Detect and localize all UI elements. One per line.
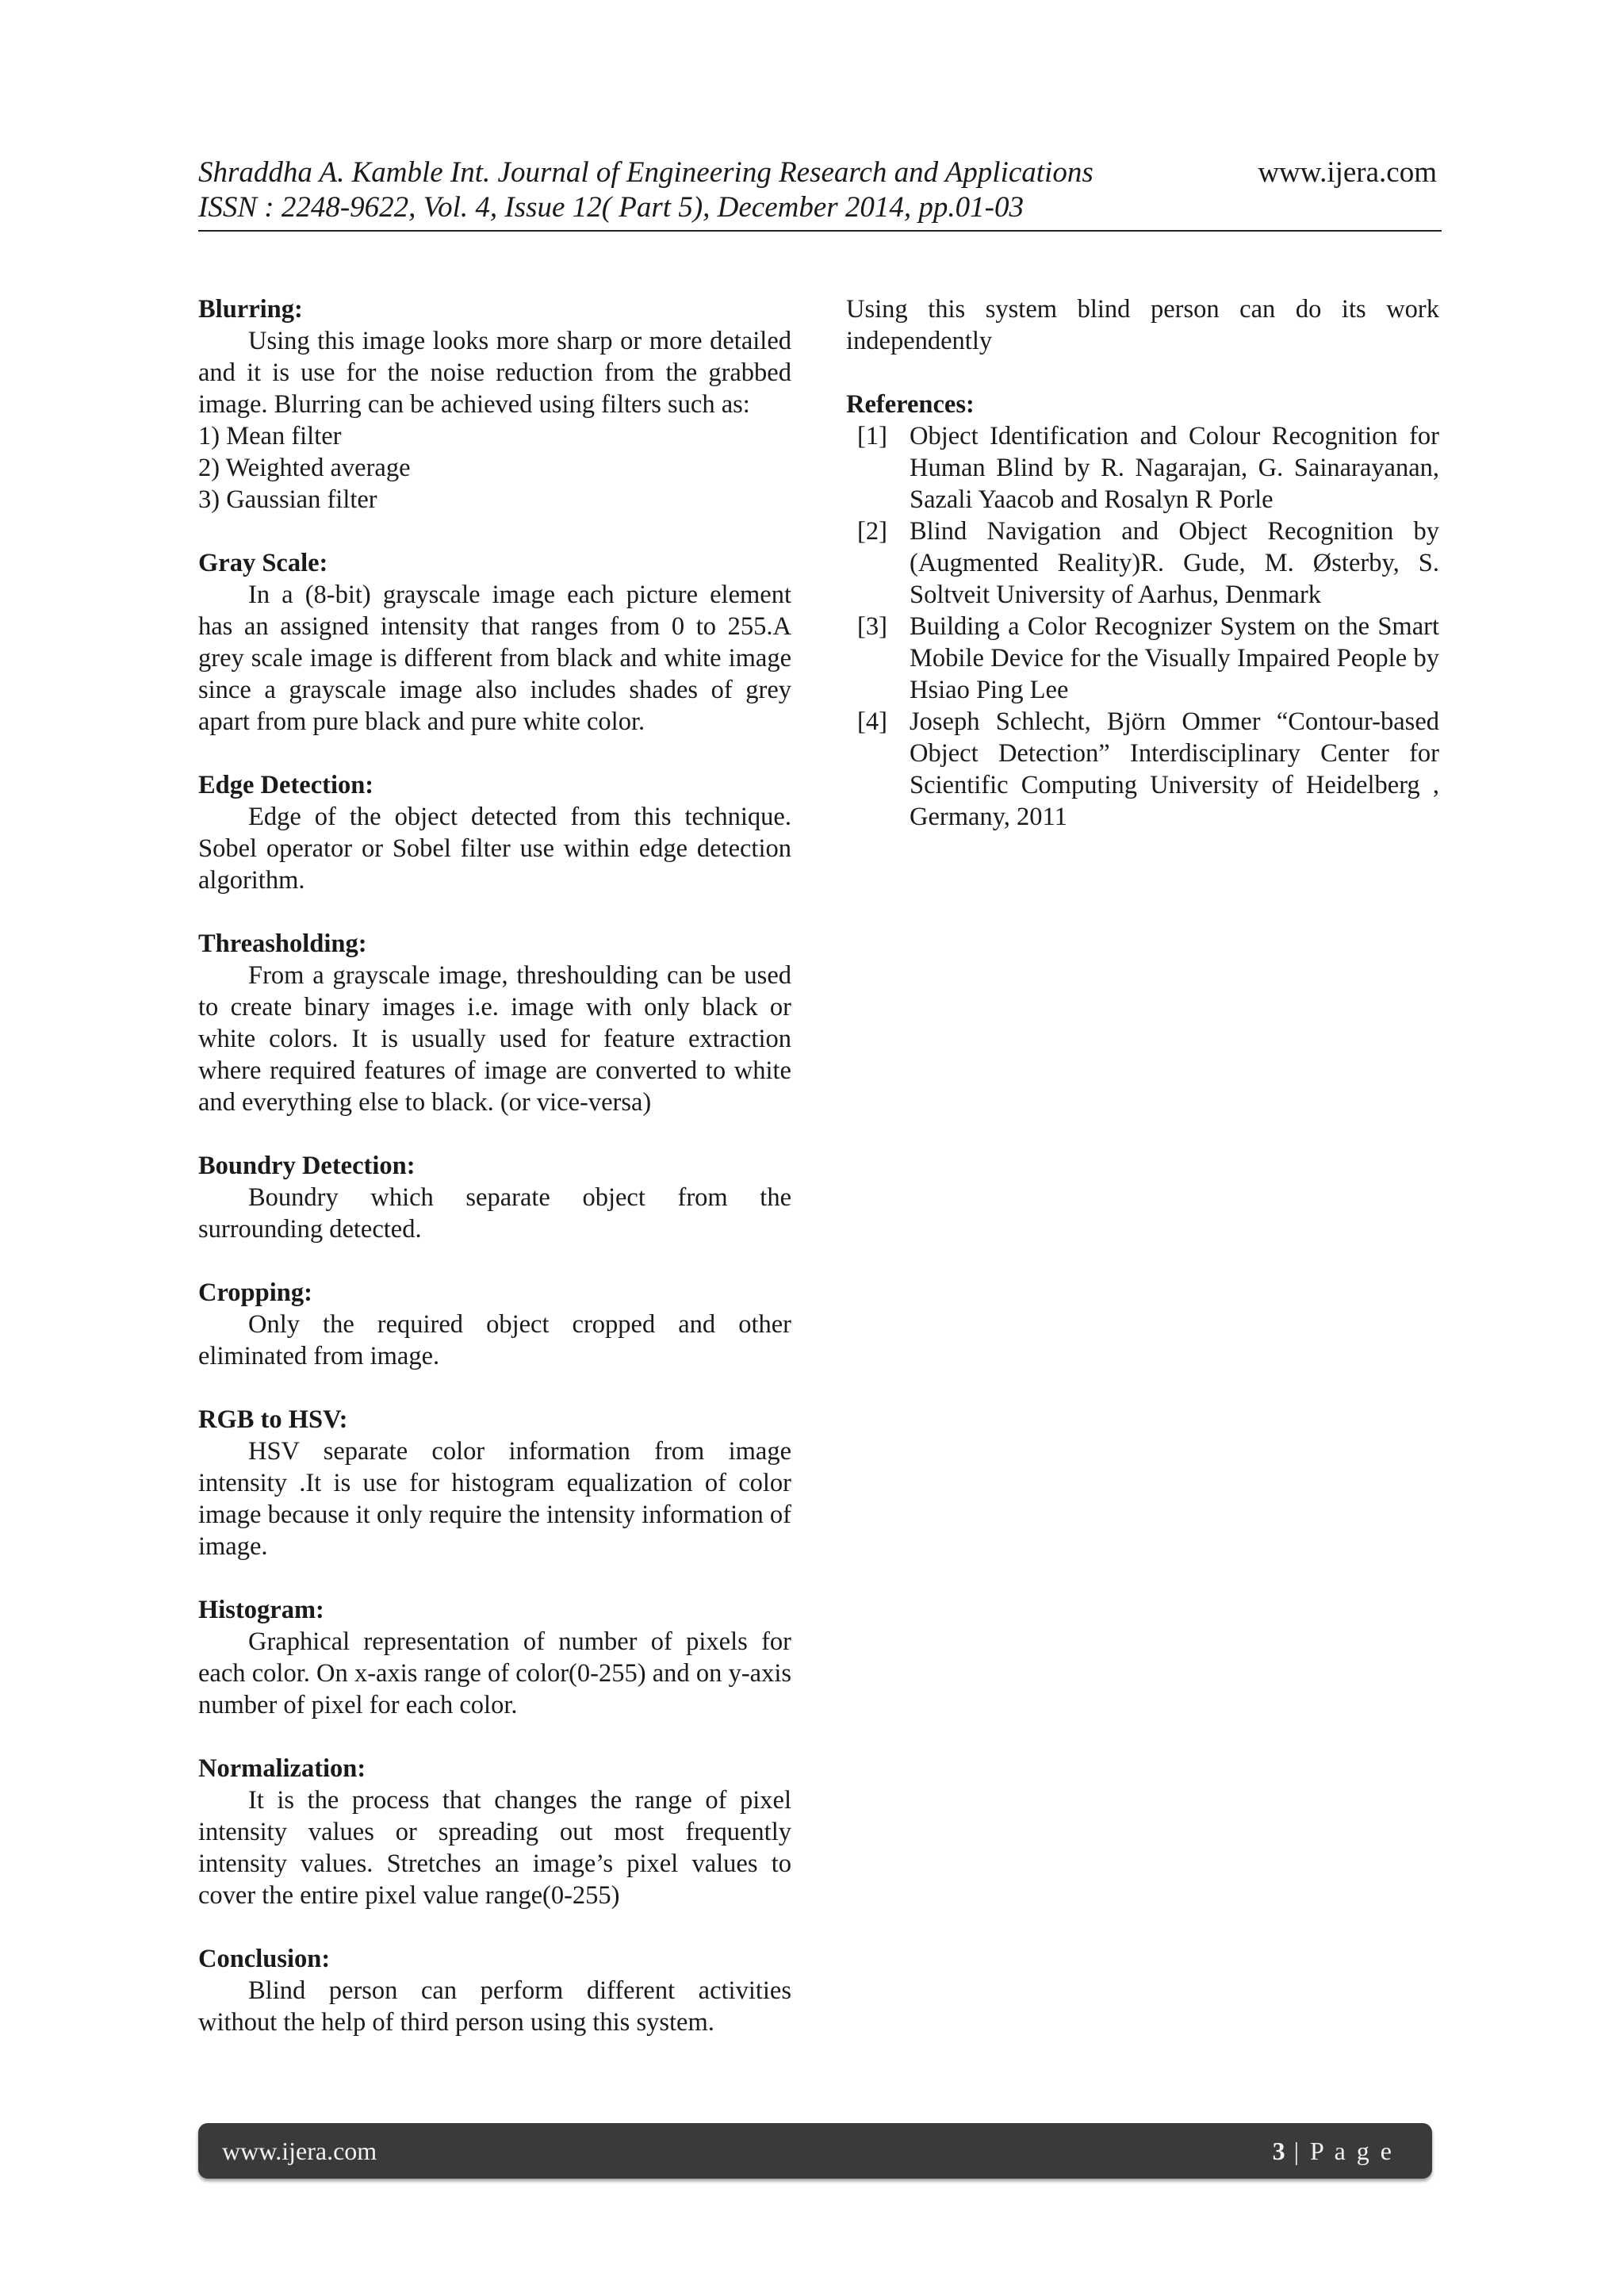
section-text: It is the process that changes the range of pixel intensity values or spreading out most frequently intensity values. Stretches an image’s pixel values to cover the entire pixel value range(0-255) xyxy=(198,1786,791,1910)
references-heading: References: xyxy=(846,390,975,419)
section-gray-scale xyxy=(198,547,791,738)
section-heading: Boundry Detection: xyxy=(198,1152,416,1180)
reference-text: Building a Color Recognizer System on the Smart Mobile Device for the Visually Impaired People by Hsiao Ping Lee xyxy=(910,612,1439,704)
reference-number: [1] xyxy=(857,422,887,450)
section-text: Graphical representation of number of pixels for each color. On x-axis range of color(0-255) and on y-axis number of pixel for each color. xyxy=(198,1627,791,1719)
section-text: From a grayscale image, threshoulding can be used to create binary images i.e. image with only black or white colors. It is usually used for feature extraction where required features of image are converted to white and everything else to black. (or vice-versa) xyxy=(198,961,791,1117)
section-histogram xyxy=(198,1594,791,1721)
section-text: HSV separate color information from image intensity .It is use for histogram equalization of color image because it only require the intensity information of image. xyxy=(198,1437,791,1561)
right-column xyxy=(846,293,1439,864)
reference-text: Blind Navigation and Object Recognition by (Augmented Reality)R. Gude, M. Østerby, S. Soltveit University of Aarhus, Denmark xyxy=(910,517,1439,609)
list-item: 3) Gaussian filter xyxy=(198,485,377,514)
section-heading: Cropping: xyxy=(198,1278,312,1307)
section-text: Boundry which separate object from the surrounding detected. xyxy=(198,1183,791,1244)
conclusion-continuation xyxy=(846,293,1439,357)
section-text: Only the required object cropped and other eliminated from image. xyxy=(198,1310,791,1370)
section-text: In a (8-bit) grayscale image each picture element has an assigned intensity that ranges from 0 to 255.A grey scale image is different from black and white image since a grayscale image also includes shades of grey apart from pure black and pure white color. xyxy=(198,581,791,736)
page-indicator xyxy=(1273,2123,1394,2179)
reference-number: [4] xyxy=(857,707,887,736)
reference-number: [2] xyxy=(857,517,887,546)
reference-text: Object Identification and Colour Recognition for Human Blind by R. Nagarajan, G. Sainarayanan, Sazali Yaacob and Rosalyn R Porle xyxy=(910,422,1439,514)
reference-text: Joseph Schlecht, Björn Ommer “Contour-based Object Detection” Interdisciplinary Center for Scientific Computing University of Heidelberg , Germany, 2011 xyxy=(910,707,1439,831)
section-edge-detection xyxy=(198,769,791,896)
page-label: | P a g e xyxy=(1285,2137,1394,2165)
page-header xyxy=(198,155,1442,232)
journal-citation-line: Shraddha A. Kamble Int. Journal of Engineering Research and Applications xyxy=(198,156,1094,189)
footer-website: www.ijera.com xyxy=(222,2137,377,2165)
section-text: Edge of the object detected from this technique. Sobel operator or Sobel filter use within edge detection algorithm. xyxy=(198,803,791,895)
references-section xyxy=(846,389,1439,833)
continuation-text: Using this system blind person can do its work independently xyxy=(846,295,1439,355)
section-text: Using this image looks more sharp or more detailed and it is use for the noise reduction from the grabbed image. Blurring can be achieved using filters such as: xyxy=(198,327,791,419)
reference-number: [3] xyxy=(857,612,887,641)
section-heading: Threasholding: xyxy=(198,930,367,958)
page-footer xyxy=(198,2123,1432,2179)
reference-item xyxy=(846,516,1439,611)
header-website: www.ijera.com xyxy=(1258,156,1437,189)
section-heading: RGB to HSV: xyxy=(198,1405,348,1434)
issn-line: ISSN : 2248-9622, Vol. 4, Issue 12( Part 5), December 2014, pp.01-03 xyxy=(198,191,1024,224)
left-column xyxy=(198,293,791,2070)
section-normalization xyxy=(198,1753,791,1911)
reference-item xyxy=(846,706,1439,833)
section-boundry-detection xyxy=(198,1150,791,1245)
section-thresholding xyxy=(198,928,791,1118)
section-blurring xyxy=(198,293,791,516)
section-conclusion xyxy=(198,1943,791,2038)
section-rgb-to-hsv xyxy=(198,1404,791,1562)
section-heading: Blurring: xyxy=(198,295,303,324)
page-number: 3 xyxy=(1272,2137,1285,2165)
section-heading: Edge Detection: xyxy=(198,771,374,799)
section-heading: Histogram: xyxy=(198,1596,324,1624)
section-cropping xyxy=(198,1277,791,1372)
section-heading: Conclusion: xyxy=(198,1945,331,1973)
section-heading: Gray Scale: xyxy=(198,549,328,577)
reference-item xyxy=(846,420,1439,516)
list-item: 2) Weighted average xyxy=(198,454,411,482)
section-text: Blind person can perform different activities without the help of third person using this system. xyxy=(198,1976,791,2037)
section-heading: Normalization: xyxy=(198,1754,366,1783)
list-item: 1) Mean filter xyxy=(198,422,342,450)
reference-item xyxy=(846,611,1439,706)
